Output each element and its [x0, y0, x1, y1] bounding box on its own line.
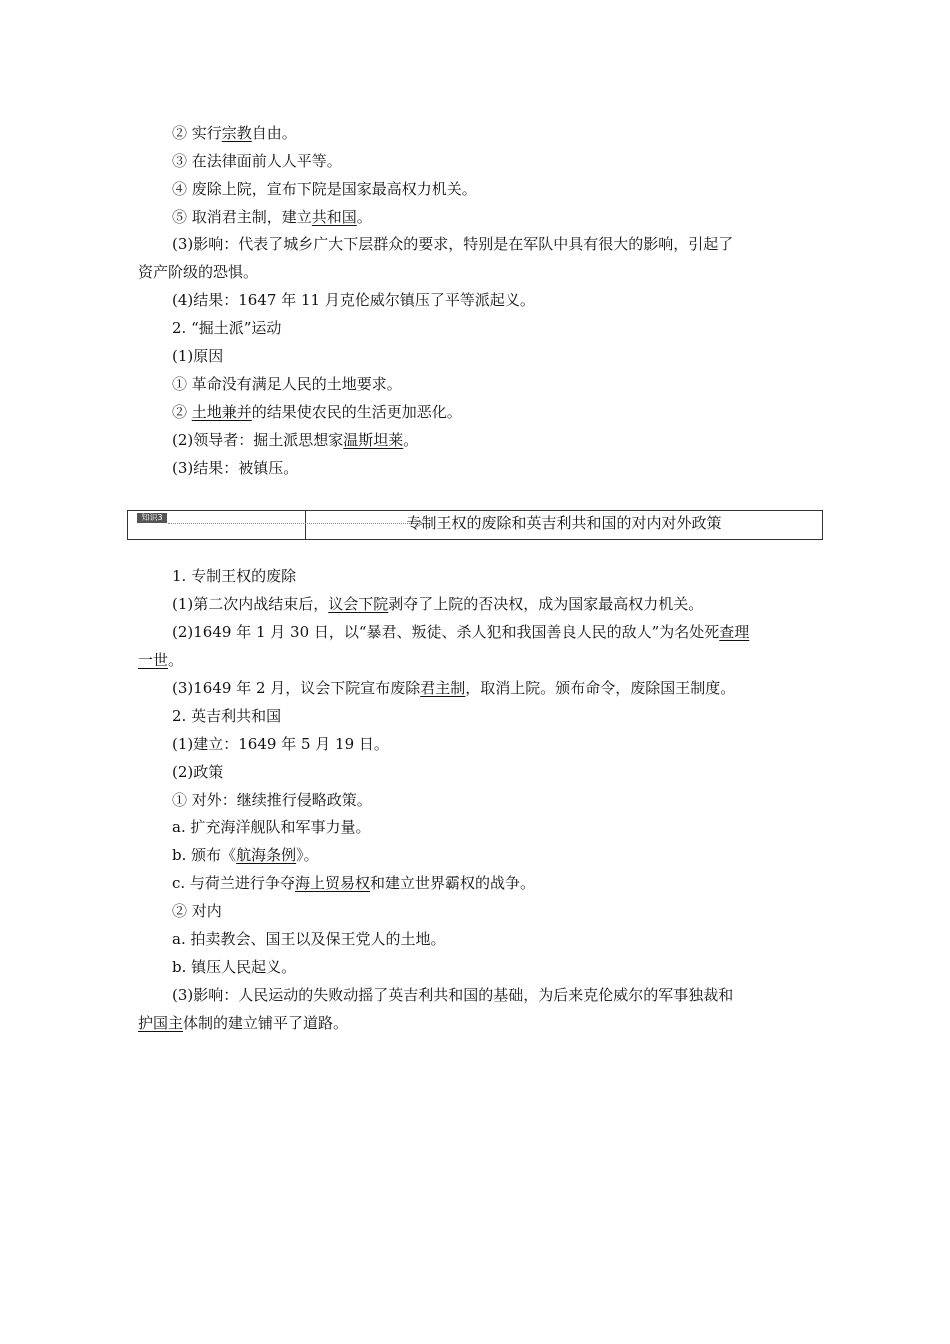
- text-line: (1)第二次内战结束后，议会下院剥夺了上院的否决权，成为国家最高权力机关。: [172, 595, 704, 613]
- text-line: ① 对外：继续推行侵略政策。: [172, 791, 372, 809]
- knowledge-tag: 知识3: [137, 513, 167, 523]
- text-line: (1)建立：1649 年 5 月 19 日。: [172, 735, 389, 753]
- text-line: b. 镇压人民起义。: [172, 958, 297, 976]
- text-line: b. 颁布《航海条例》。: [172, 846, 319, 864]
- text-line: (2)领导者：掘土派思想家温斯坦莱。: [172, 431, 419, 449]
- subheading: 2. “掘土派”运动: [172, 319, 282, 337]
- text-line: c. 与荷兰进行争夺海上贸易权和建立世界霸权的战争。: [172, 874, 535, 892]
- text-line: (3)结果：被镇压。: [172, 459, 299, 477]
- text-line: ③ 在法律面前人人平等。: [172, 152, 342, 170]
- text-line: 一世。: [138, 651, 184, 669]
- text-line: ② 实行宗教自由。: [172, 124, 297, 142]
- section-banner: [127, 510, 823, 540]
- text-line: (2)政策: [172, 763, 224, 781]
- banner-title: 专制王权的废除和英吉利共和国的对内对外政策: [406, 514, 722, 532]
- banner-tag-cell: [128, 511, 306, 539]
- text-line: a. 拍卖教会、国王以及保王党人的土地。: [172, 930, 446, 948]
- subheading: 2. 英吉利共和国: [172, 707, 282, 725]
- text-line: (4)结果：1647 年 11 月克伦威尔镇压了平等派起义。: [172, 291, 535, 309]
- text-line: 资产阶级的恐惧。: [138, 263, 259, 281]
- text-line: a. 扩充海洋舰队和军事力量。: [172, 818, 371, 836]
- text-line: ② 土地兼并的结果使农民的生活更加恶化。: [172, 403, 462, 421]
- text-line: (1)原因: [172, 347, 224, 365]
- text-line: (3)影响：代表了城乡广大下层群众的要求，特别是在军队中具有很大的影响，引起了: [172, 235, 734, 253]
- text-line: ④ 废除上院，宣布下院是国家最高权力机关。: [172, 180, 477, 198]
- text-line: (2)1649 年 1 月 30 日，以“暴君、叛徒、杀人犯和我国善良人民的敌人”为名处死查理: [172, 623, 750, 641]
- text-line: ① 革命没有满足人民的土地要求。: [172, 375, 402, 393]
- text-line: (3)影响：人民运动的失败动摇了英吉利共和国的基础，为后来克伦威尔的军事独裁和: [172, 986, 734, 1004]
- text-line: ② 对内: [172, 902, 222, 920]
- text-line: 护国主体制的建立铺平了道路。: [138, 1014, 349, 1032]
- text-line: (3)1649 年 2 月，议会下院宣布废除君主制，取消上院。颁布命令，废除国王制度。: [172, 679, 736, 697]
- subheading: 1. 专制王权的废除: [172, 567, 297, 585]
- text-line: ⑤ 取消君主制，建立共和国。: [172, 208, 372, 226]
